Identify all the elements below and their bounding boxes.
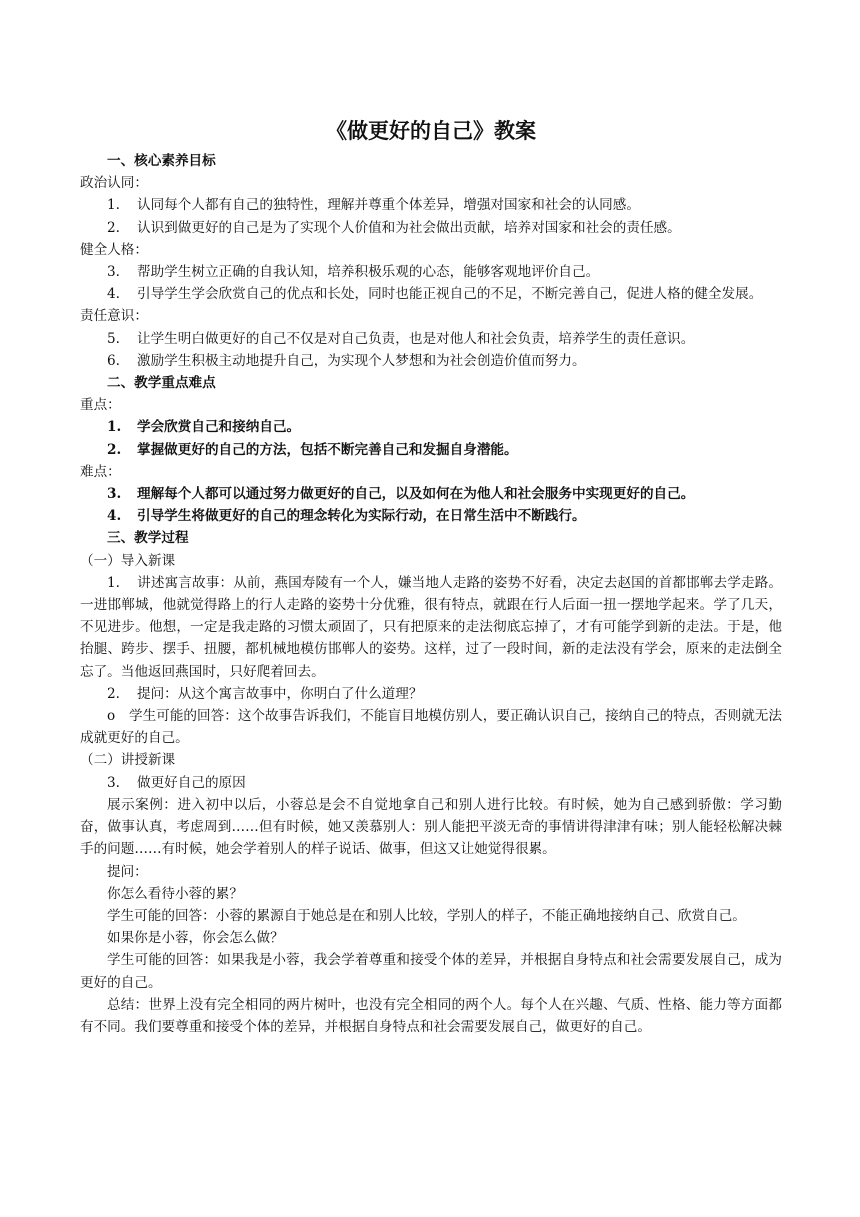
section-heading-process: 三、教学过程 [107, 530, 189, 547]
list-item [80, 705, 782, 749]
section-heading-focus: 二、教学重点难点 [107, 375, 216, 392]
ask-label: 提问： [107, 863, 148, 880]
list-item [80, 261, 782, 283]
item-number: 1. [107, 419, 122, 436]
list-item [80, 416, 782, 438]
list-item [80, 505, 782, 527]
list-item [80, 683, 782, 705]
item-text: 认同每个人都有自己的独特性，理解并尊重个体差异，增强对国家和社会的认同感。 [137, 197, 640, 214]
subsection-lesson: （二）讲授新课 [80, 752, 176, 769]
label-personality: 健全人格： [80, 241, 148, 258]
item-number: 6. [107, 352, 120, 369]
item-text: 认识到做更好的自己是为了实现个人价值和为社会做出贡献，培养对国家和社会的责任感。 [137, 219, 681, 236]
item-number: 3. [107, 774, 120, 791]
label-key: 重点： [80, 397, 121, 414]
item-text: 让学生明白做更好的自己不仅是对自己负责，也是对他人和社会负责，培养学生的责任意识。 [137, 330, 695, 347]
case-paragraph: 展示案例：进入初中以后，小蓉总是会不自觉地拿自己和别人进行比较。有时候，她为自己感到骄傲：学习勤奋，做事认真，考虑周到……但有时候，她又羡慕别人：别人能把平淡无奇的事情讲得津津有味；别人能轻松解决棘手的问题……有时候，她会学着别人的样子说话、做事，但这又让她觉得很累。 [80, 796, 782, 858]
item-text: 掌握做更好的自己的方法，包括不断完善自己和发掘自身潜能。 [137, 441, 518, 458]
item-text: 引导学生将做更好的自己的理念转化为实际行动，在日常生活中不断践行。 [137, 508, 586, 525]
item-number: 5. [107, 330, 120, 347]
item-text: 讲述寓言故事：从前，燕国寿陵有一个人，嫌当地人走路的姿势不好看，决定去赵国的首都邯郸去学走路。一进邯郸城，他就觉得路上的行人走路的姿势十分优雅，很有特点，就跟在行人后面一扭一摆地学起来。学了几天，不见进步。他想，一定是我走路的习惯太顽固了，只有把原来的走法彻底忘掉了，才有可能学到新的走法。于是，他抬腿、跨步、摆手、扭腰，都机械地模仿邯郸人的姿势。这样，过了一段时间，新的走法没有学会，原来的走法倒全忘了。当他返回燕国时，只好爬着回去。 [80, 574, 782, 680]
item-text: 引导学生学会欣赏自己的优点和长处，同时也能正视自己的不足，不断完善自己，促进人格的健全发展。 [137, 286, 763, 303]
label-difficulty: 难点： [80, 463, 121, 480]
document-content [80, 118, 782, 1038]
item-number: 4. [107, 508, 122, 525]
list-item [80, 439, 782, 461]
item-text: 理解每个人都可以通过努力做更好的自己，以及如何在为他人和社会服务中实现更好的自己。 [137, 486, 695, 503]
list-item [80, 328, 782, 350]
subsection-intro: （一）导入新课 [80, 552, 176, 569]
item-bullet: o [107, 708, 116, 725]
item-number: 2. [107, 219, 120, 236]
item-text: 做更好自己的原因 [137, 774, 246, 791]
item-number: 2. [107, 441, 122, 458]
list-item [80, 483, 782, 505]
question-paragraph: 如果你是小蓉，你会怎么做？ [107, 930, 284, 947]
answer-paragraph: 学生可能的回答：小蓉的累源自于她总是在和别人比较，学别人的样子，不能正确地接纳自己、欣赏自己。 [107, 907, 746, 924]
question-paragraph: 你怎么看待小蓉的累？ [107, 885, 243, 902]
item-number: 4. [107, 286, 120, 303]
section-heading-goals: 一、核心素养目标 [107, 153, 216, 169]
item-number: 3. [107, 264, 120, 281]
label-duty: 责任意识： [80, 308, 148, 325]
item-number: 2. [107, 685, 120, 702]
item-text: 帮助学生树立正确的自我认知，培养积极乐观的心态，能够客观地评价自己。 [137, 264, 600, 281]
list-item [80, 350, 782, 372]
page-title: 《做更好的自己》教案 [326, 118, 536, 143]
summary-paragraph: 总结：世界上没有完全相同的两片树叶，也没有完全相同的两个人。每个人在兴趣、气质、性格、能力等方面都有不同。我们要尊重和接受个体的差异，并根据自身特点和社会需要发展自己，做更好的自己。 [80, 996, 782, 1035]
item-text: 激励学生积极主动地提升自己，为实现个人梦想和为社会创造价值而努力。 [137, 352, 586, 369]
list-item [80, 283, 782, 305]
answer-paragraph: 学生可能的回答：如果我是小蓉，我会学着尊重和接受个体的差异，并根据自身特点和社会需要发展自己，成为更好的自己。 [80, 952, 782, 991]
item-number: 3. [107, 486, 122, 503]
item-text: 学会欣赏自己和接纳自己。 [137, 419, 301, 436]
list-item [80, 194, 782, 216]
item-text: 学生可能的回答：这个故事告诉我们，不能盲目地模仿别人，要正确认识自己，接纳自己的特点，否则就无法成就更好的自己。 [80, 708, 782, 747]
item-number: 1. [107, 574, 120, 591]
item-text: 提问：从这个寓言故事中，你明白了什么道理？ [137, 685, 423, 702]
label-political: 政治认同： [80, 175, 148, 192]
list-item [80, 772, 782, 794]
list-item [80, 217, 782, 239]
list-item [80, 572, 782, 683]
item-number: 1. [107, 197, 120, 214]
